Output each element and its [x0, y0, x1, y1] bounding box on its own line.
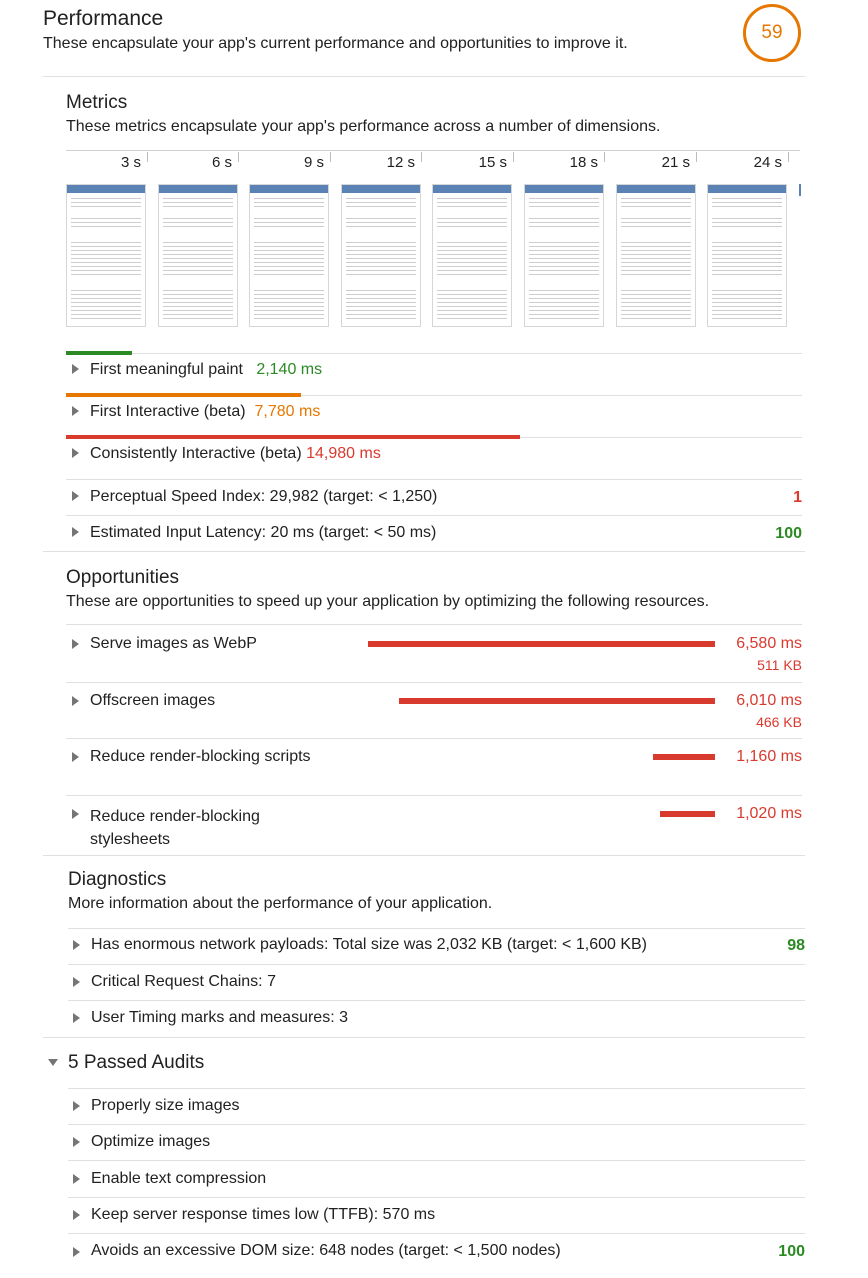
opportunity-time: 6,010 ms — [736, 692, 802, 709]
filmstrip-frame — [66, 184, 146, 327]
opportunity-time: 1,020 ms — [736, 805, 802, 822]
expand-arrow-icon[interactable] — [72, 406, 79, 416]
timeline-tick: 21 s — [661, 154, 690, 171]
timeline-tick: 18 s — [569, 154, 598, 171]
filmstrip-timeline — [66, 148, 800, 338]
metric-bar-fi — [66, 393, 301, 397]
filmstrip-frame — [432, 184, 512, 327]
metric-label: Consistently Interactive (beta) — [90, 445, 302, 462]
diagnostic-user-timing[interactable]: User Timing marks and measures: 3 — [91, 1009, 348, 1026]
score-badge: 1 — [793, 489, 802, 506]
metric-row-first-interactive[interactable] — [90, 403, 320, 421]
timeline-tick: 24 s — [753, 154, 782, 171]
filmstrip-frame — [341, 184, 421, 327]
opportunity-time: 6,580 ms — [736, 635, 802, 652]
expand-arrow-icon[interactable] — [72, 809, 79, 819]
metric-label: First Interactive (beta) — [90, 403, 246, 420]
opportunity-label-line1: Reduce render-blocking — [90, 808, 260, 825]
expand-arrow-icon[interactable] — [72, 527, 79, 537]
performance-score: 59 — [761, 22, 783, 43]
metrics-title: Metrics — [66, 92, 128, 113]
score-badge: 100 — [775, 525, 802, 542]
expand-arrow-icon[interactable] — [72, 491, 79, 501]
passed-audit-item[interactable]: Avoids an excessive DOM size: 648 nodes (target: < 1,500 nodes) — [91, 1242, 561, 1259]
opportunity-render-blocking-scripts[interactable]: Reduce render-blocking scripts — [90, 748, 311, 765]
expand-arrow-icon[interactable] — [73, 1101, 80, 1111]
expand-arrow-icon[interactable] — [73, 1174, 80, 1184]
diagnostic-network-payloads[interactable]: Has enormous network payloads: Total size was 2,032 KB (target: < 1,600 KB) — [91, 936, 647, 953]
performance-score-gauge — [743, 4, 801, 62]
metric-bar-fmp — [66, 351, 132, 355]
metric-row-consistently-interactive[interactable] — [90, 445, 381, 463]
expand-arrow-icon[interactable] — [73, 977, 80, 987]
diagnostics-subtitle: More information about the performance of your application. — [68, 895, 493, 912]
timeline-tick: 12 s — [386, 154, 415, 171]
opportunity-offscreen-images[interactable]: Offscreen images — [90, 692, 216, 709]
expand-arrow-icon[interactable] — [72, 364, 79, 374]
opportunities-title: Opportunities — [66, 567, 180, 588]
timeline-tick: 9 s — [303, 154, 324, 171]
expand-arrow-icon[interactable] — [73, 1210, 80, 1220]
filmstrip-frame — [249, 184, 329, 327]
score-badge: 100 — [778, 1243, 805, 1260]
metric-value: 14,980 ms — [306, 445, 381, 462]
opportunity-time: 1,160 ms — [736, 748, 802, 765]
expand-arrow-icon[interactable] — [72, 448, 79, 458]
metric-row-fmp[interactable] — [90, 361, 322, 379]
metric-bar-ci — [66, 435, 520, 439]
metric-value: 2,140 ms — [256, 361, 323, 378]
collapse-arrow-icon[interactable] — [48, 1059, 58, 1066]
expand-arrow-icon[interactable] — [72, 696, 79, 706]
performance-subtitle: These encapsulate your app's current performance and opportunities to improve it. — [43, 35, 628, 52]
passed-audit-item[interactable]: Enable text compression — [91, 1170, 267, 1187]
expand-arrow-icon[interactable] — [72, 752, 79, 762]
filmstrip-frame — [707, 184, 787, 327]
performance-title: Performance — [43, 7, 164, 30]
expand-arrow-icon[interactable] — [73, 1013, 80, 1023]
opportunity-webp[interactable]: Serve images as WebP — [90, 635, 257, 652]
filmstrip-frame — [616, 184, 696, 327]
opportunity-bar — [399, 698, 715, 704]
metric-label: First meaningful paint — [90, 361, 243, 378]
divider — [43, 76, 805, 77]
passed-audits-toggle[interactable]: 5 Passed Audits — [68, 1052, 205, 1073]
diagnostic-critical-request-chains[interactable]: Critical Request Chains: 7 — [91, 973, 276, 990]
filmstrip-frame — [158, 184, 238, 327]
diagnostics-title: Diagnostics — [68, 869, 167, 890]
metrics-subtitle: These metrics encapsulate your app's performance across a number of dimensions. — [66, 118, 661, 135]
opportunity-size: 511 KB — [757, 657, 802, 673]
metric-value: 7,780 ms — [254, 403, 321, 420]
score-badge: 98 — [787, 937, 805, 954]
timeline-tick: 15 s — [478, 154, 507, 171]
expand-arrow-icon[interactable] — [73, 1137, 80, 1147]
opportunity-bar — [368, 641, 715, 647]
passed-audit-item[interactable]: Optimize images — [91, 1133, 211, 1150]
timeline-tick: 3 s — [120, 154, 141, 171]
passed-audit-item[interactable]: Keep server response times low (TTFB): 570 ms — [91, 1206, 436, 1223]
metric-row-speed-index[interactable]: Perceptual Speed Index: 29,982 (target: < 1,250) — [90, 488, 438, 505]
opportunities-subtitle: These are opportunities to speed up your application by optimizing the following resources. — [66, 593, 710, 610]
expand-arrow-icon[interactable] — [73, 1247, 80, 1257]
opportunity-size: 466 KB — [756, 714, 802, 730]
timeline-tick: 6 s — [211, 154, 232, 171]
expand-arrow-icon[interactable] — [72, 639, 79, 649]
opportunity-label-line2: stylesheets — [90, 831, 171, 848]
opportunity-render-blocking-stylesheets[interactable] — [90, 805, 260, 851]
passed-audit-item[interactable]: Properly size images — [91, 1097, 240, 1114]
expand-arrow-icon[interactable] — [73, 940, 80, 950]
filmstrip-frame — [524, 184, 604, 327]
metric-row-input-latency[interactable]: Estimated Input Latency: 20 ms (target: < 50 ms) — [90, 524, 437, 541]
